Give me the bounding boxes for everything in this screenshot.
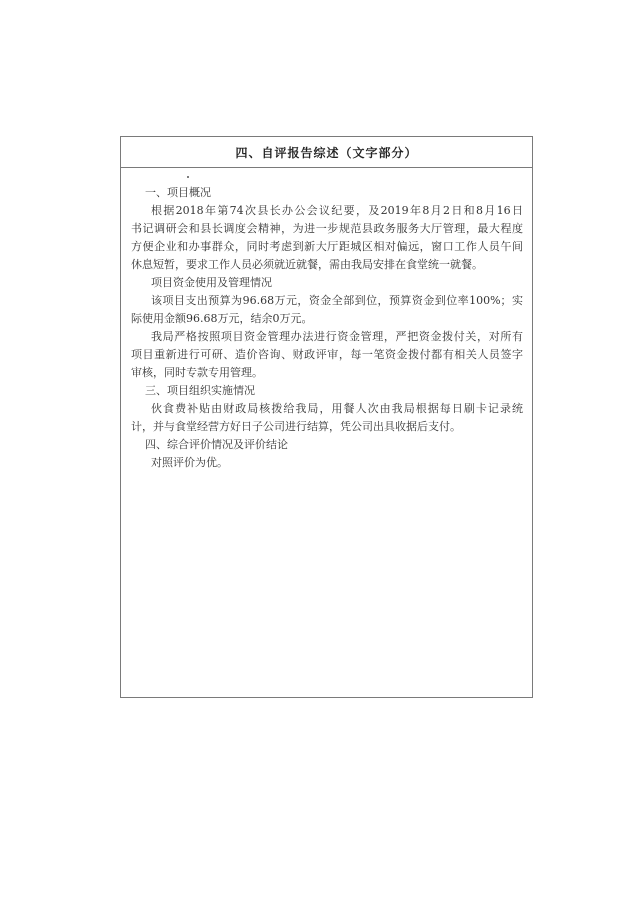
overview-line: 休息短暂，要求工作人员必须就近就餐，需由我局安排在食堂统一就餐。 — [131, 258, 483, 271]
scan-speck — [187, 176, 189, 178]
management-line: 项目重新进行可研、造价咨询、财政评审，每一笔资金拨付都有相关人员签字 — [131, 348, 523, 361]
report-frame — [120, 136, 533, 698]
implementation-line: 计，并与食堂经营方好日子公司进行结算，凭公司出具收据后支付。 — [131, 420, 461, 433]
funds-line: 该项目支出预算为96.68万元，资金全部到位，预算资金到位率100%；实 — [151, 294, 523, 307]
section-heading-overview: 一、项目概况 — [145, 186, 211, 199]
overview-line: 方便企业和办事群众，同时考虑到新大厅距城区相对偏远，窗口工作人员午间 — [131, 240, 523, 253]
header-row — [121, 137, 532, 168]
header-title: 四、自评报告综述（文字部分） — [235, 145, 418, 160]
funds-line: 际使用金额96.68万元，结余0万元。 — [131, 312, 313, 325]
section-heading-evaluation: 四、综合评价情况及评价结论 — [145, 438, 288, 451]
section-heading-funds: 项目资金使用及管理情况 — [151, 276, 272, 289]
section-heading-implementation: 三、项目组织实施情况 — [145, 384, 255, 397]
management-line: 审核，同时专款专用管理。 — [131, 366, 263, 379]
evaluation-text: 对照评价为优。 — [151, 456, 228, 469]
overview-line: 书记调研会和县长调度会精神，为进一步规范县政务服务大厅管理，最大程度 — [131, 222, 523, 235]
overview-line: 根据2018年第74次县长办公会议纪要，及2019年8月2日和8月16日 — [151, 204, 523, 217]
report-body — [131, 184, 523, 472]
implementation-line: 伙食费补贴由财政局核拨给我局，用餐人次由我局根据每日刷卡记录统 — [151, 402, 523, 415]
management-line: 我局严格按照项目资金管理办法进行资金管理，严把资金拨付关，对所有 — [151, 330, 523, 343]
